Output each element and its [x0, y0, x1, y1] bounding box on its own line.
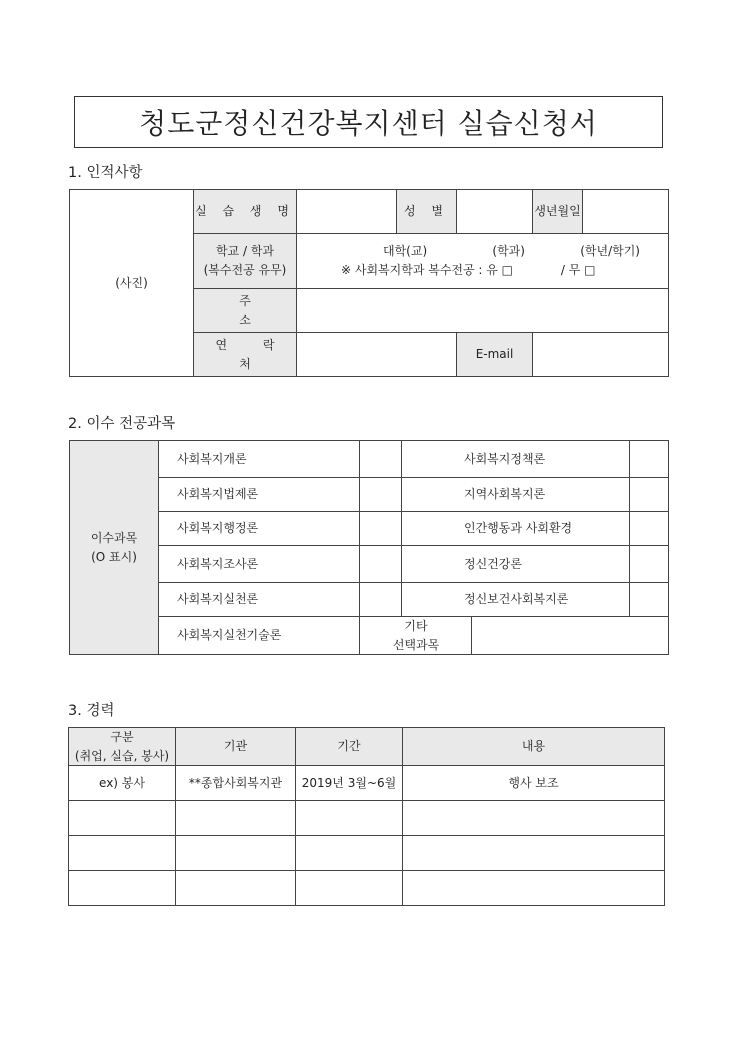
page-title: 청도군정신건강복지센터 실습신청서 — [74, 96, 663, 148]
course-left-2: 사회복지법제론 — [159, 478, 360, 512]
address-field[interactable] — [297, 289, 669, 333]
career-header-content: 내용 — [403, 728, 665, 766]
section1-heading: 1. 인적사항 — [68, 165, 143, 181]
birth-label: 생년월일 — [533, 190, 583, 234]
course-left-1-check[interactable] — [360, 441, 402, 478]
school-label — [194, 234, 297, 289]
course-right-5-check[interactable] — [630, 583, 669, 617]
courses-side-label-line1: 이수과목 — [90, 531, 138, 545]
career-row3-period[interactable] — [296, 871, 403, 906]
career-row1-org[interactable] — [176, 801, 296, 836]
career-header-org: 기관 — [176, 728, 296, 766]
name-field[interactable] — [297, 190, 397, 234]
photo-cell[interactable]: (사진) — [70, 190, 194, 377]
courses-side-label — [70, 441, 159, 655]
section2-heading: 2. 이수 전공과목 — [68, 416, 176, 432]
email-label: E-mail — [457, 333, 533, 377]
course-right-4: 정신건강론 — [402, 546, 630, 583]
course-left-2-check[interactable] — [360, 478, 402, 512]
career-table — [68, 727, 665, 906]
personal-info-table — [69, 189, 669, 377]
career-header-type-line1: 구분 — [110, 730, 134, 744]
career-row3-content[interactable] — [403, 871, 665, 906]
section3-heading: 3. 경력 — [68, 703, 115, 719]
career-row1-type[interactable] — [69, 801, 176, 836]
career-header-type-line2: (취업, 실습, 봉사) — [74, 748, 170, 763]
school-label-line2: (복수전공 유무) — [203, 263, 287, 277]
career-row2-org[interactable] — [176, 836, 296, 871]
career-row2-type[interactable] — [69, 836, 176, 871]
school-univ: 대학(교) — [383, 244, 428, 259]
other-course-field[interactable] — [472, 617, 669, 655]
course-left-6: 사회복지실천기술론 — [159, 617, 360, 655]
course-right-1: 사회복지정책론 — [402, 441, 630, 478]
career-row1-period[interactable] — [296, 801, 403, 836]
career-row2-content[interactable] — [403, 836, 665, 871]
school-grade: (학년/학기) — [580, 244, 640, 259]
other-course-label-line2: 선택과목 — [392, 637, 440, 652]
course-right-2-check[interactable] — [630, 478, 669, 512]
course-right-5: 정신보건사회복지론 — [402, 583, 630, 617]
course-left-1: 사회복지개론 — [159, 441, 360, 478]
contact-label: 연 락 처 — [194, 333, 297, 377]
double-major-no: / 무 □ — [560, 263, 596, 277]
name-label: 실 습 생 명 — [194, 190, 297, 234]
course-left-3: 사회복지행정론 — [159, 512, 360, 546]
birth-field[interactable] — [583, 190, 669, 234]
course-right-4-check[interactable] — [630, 546, 669, 583]
career-example-period: 2019년 3월~6월 — [296, 766, 403, 801]
email-field[interactable] — [533, 333, 669, 377]
double-major-note: ※ 사회복지학과 복수전공 : 유 □ — [341, 263, 514, 277]
gender-label: 성 별 — [397, 190, 457, 234]
career-row3-org[interactable] — [176, 871, 296, 906]
course-left-4: 사회복지조사론 — [159, 546, 360, 583]
course-right-3-check[interactable] — [630, 512, 669, 546]
course-right-2: 지역사회복지론 — [402, 478, 630, 512]
career-example-org: **종합사회복지관 — [176, 766, 296, 801]
career-row2-period[interactable] — [296, 836, 403, 871]
gender-field[interactable] — [457, 190, 533, 234]
course-left-5: 사회복지실천론 — [159, 583, 360, 617]
school-field[interactable] — [297, 234, 669, 289]
career-example-content: 행사 보조 — [403, 766, 665, 801]
career-row3-type[interactable] — [69, 871, 176, 906]
school-dept: (학과) — [492, 244, 525, 259]
courses-table — [69, 440, 669, 655]
career-example-type: ex) 봉사 — [69, 766, 176, 801]
courses-side-label-line2: (O 표시) — [91, 549, 137, 564]
other-course-label — [360, 617, 472, 655]
career-header-period: 기간 — [296, 728, 403, 766]
course-right-1-check[interactable] — [630, 441, 669, 478]
course-left-5-check[interactable] — [360, 583, 402, 617]
address-label: 주 소 — [194, 289, 297, 333]
other-course-label-line1: 기타 — [404, 619, 428, 633]
career-row1-content[interactable] — [403, 801, 665, 836]
contact-field[interactable] — [297, 333, 457, 377]
course-left-3-check[interactable] — [360, 512, 402, 546]
course-right-3: 인간행동과 사회환경 — [402, 512, 630, 546]
career-header-type — [69, 728, 176, 766]
school-label-line1: 학교 / 학과 — [215, 244, 275, 259]
course-left-4-check[interactable] — [360, 546, 402, 583]
